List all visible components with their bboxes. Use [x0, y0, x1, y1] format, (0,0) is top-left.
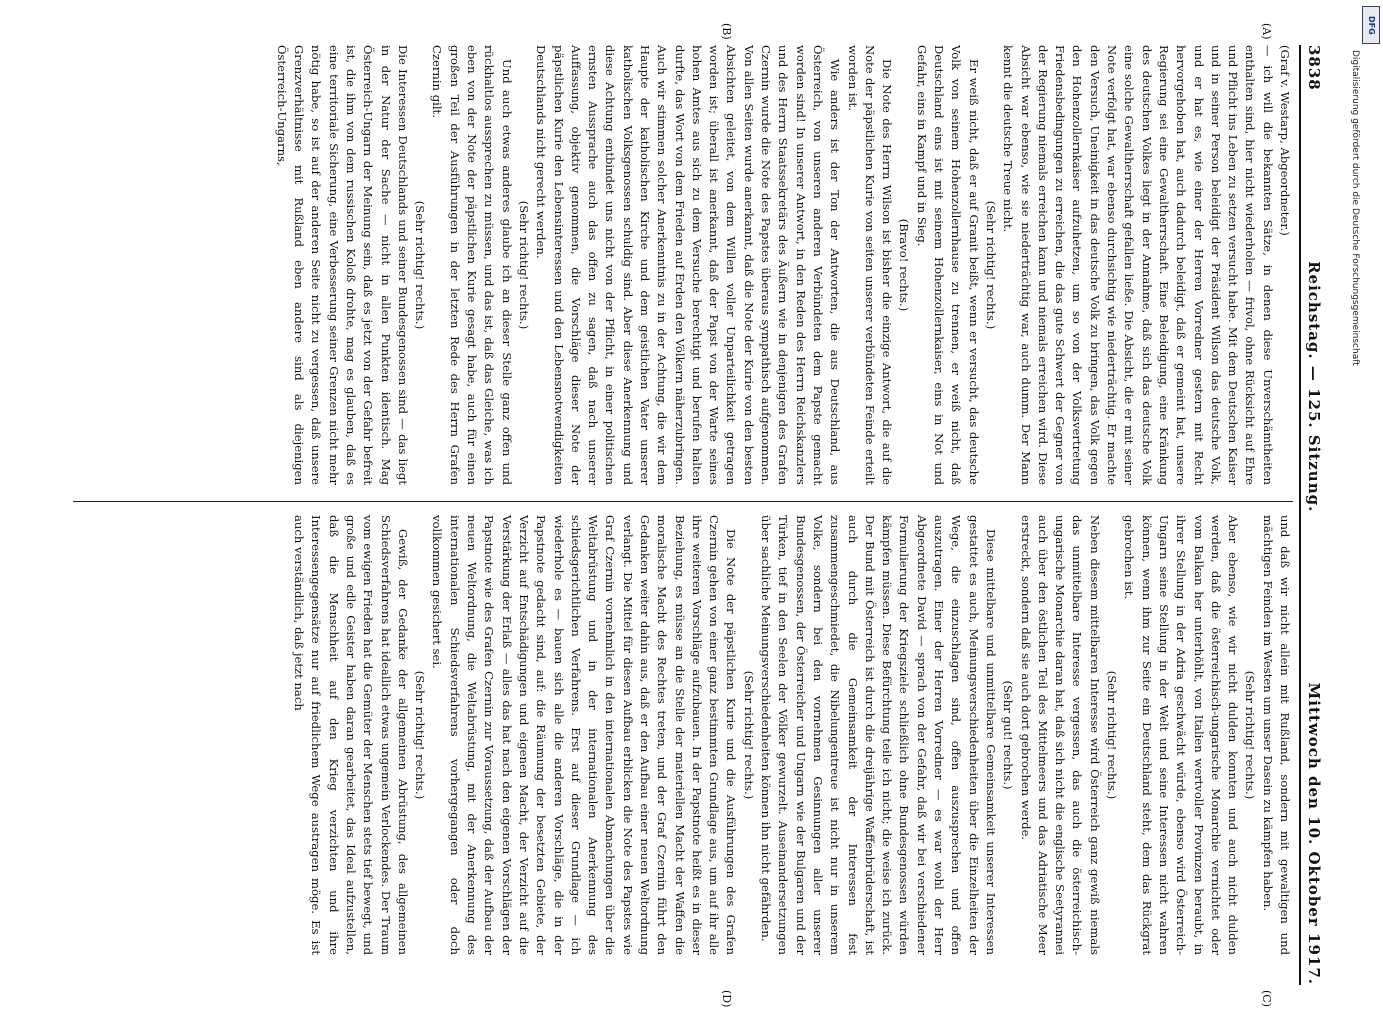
- rotated-page: [63, 23, 1333, 1008]
- dfg-logo: DFG: [1362, 6, 1380, 44]
- interjection: (Sehr richtig! rechts.): [983, 200, 998, 330]
- interjection: (Sehr richtig! rechts.): [1105, 670, 1120, 800]
- page-header: [1299, 45, 1333, 985]
- paragraph: Diese mittelbare und unmittelbare Gemeinsamkeit unserer Interessen gestattet es auch, Meinungsverschiedenheiten über die Einzelheiten der Wege, die einzuschlagen sind, offen auszusprechen und offen auszutragen. Einer der Herren Vorredner — es war wohl der Herr Abgeordnete David — sprach von der Gefahr, daß wir bei verschiedener Formulierung der Kriegsziele schließlich ohne Bundesgenossen würden kämpfen müssen. Diese Befürchtung teile ich nicht; die weise ich zurück. Der Bund mit Österreich ist durch die dreijährige Waffenbrüderschaft, ist auch durch die Gemeinsamkeit der Interessen fest zusammengeschmiedet, die Nibelungentreue ist nicht nur in unserem Volke, sondern bei den vornehmen Gesinnungen aller unserer Bundesgenossen, der Österreicher und Ungarn wie der Bulgaren und der Türken, tief in den Seelen der Völker gewurzelt. Auseinandersetzungen über sachliche Meinungsverschiedenheiten können ihn nicht gefährden.: [759, 515, 998, 955]
- session-date: Mittwoch den 10. Oktober 1917.: [1305, 682, 1323, 985]
- interjection: (Sehr richtig! rechts.): [413, 200, 428, 330]
- margin-marker-d: (D): [720, 990, 733, 1008]
- paragraph: Die Interessen Deutschlands und seiner Bundesgenossen sind — das liegt in der Natur der Sache — nicht in allen Punkten identisch. Mag Österreich-Ungarn der Meinung sein, daß es jetzt von der Gefahr befreit ist, die ihm von dem russischen Koloß drohte, mag es glauben, daß es eine territoriale Sicherung, eine Verbesserung seiner Grenzen nicht mehr nötig habe, so ist auf der anderen Seite nicht zu vergessen, daß unsere Grenzverhältnisse mit Rußland eben andere sind als diejenigen Österreich-Ungarns,: [274, 45, 410, 485]
- paragraph: Gewiß, der Gedanke der allgemeinen Abrüstung, des allgemeinen Schiedsverfahrens hat ideallich etwas ungemein Verlockendes. Der Traum vom ewigen Frieden hat die Gemüter der Menschen stets tief bewegt, und große und edle Geister haben daran gearbeitet, das Ideal aufzustellen, daß die Menschheit auf den Krieg verzichten und ihre Interessengegensätze nur auf friedlichem Wege austragen möge. Es ist auch verständlich, daß jetzt nach: [292, 515, 410, 955]
- right-column: [290, 515, 1293, 955]
- paragraph: (Graf v. Westarp, Abgeordneter.): [1278, 45, 1292, 236]
- paragraph: Neben diesem mittelbaren Interesse wird Österreich ganz gewiß niemals das unmittelbare Interesse vergessen, das auch die österreichisch-ungarische Monarchie daran hat, daß sich nicht die englische Seetyrannei auch über den östlichen Teil des Mittelmeers und das Adriatische Meer erstreckt, sondern daß sie auch dort gebrochen werde.: [1018, 515, 1102, 955]
- digitization-note: Digitalisierung gefördert durch die Deutsche Forschungsgemeinschaft: [1350, 50, 1360, 366]
- margin-marker-c: (C): [1260, 990, 1273, 1007]
- interjection: (Sehr richtig! rechts.): [741, 670, 756, 800]
- paragraph: Er weiß nicht, daß er auf Granit beißt, wenn er versucht, das deutsche Volk von seinem Hohenzollernhause zu trennen, er weiß nicht, daß Deutschland eins ist mit seinem Hohenzollernkaiser, eins in Not und Gefahr, eins in Kampf und in Sieg.: [914, 45, 981, 485]
- interjection: (Sehr gut! rechts.): [1001, 680, 1016, 790]
- column-divider: [73, 501, 1293, 502]
- paragraph: Die Note des Herrn Wilson ist bisher die einzige Antwort, die auf die Note der päpstlichen Kurie von seiten unserer verbündeten Feinde erteilt worden ist.: [845, 45, 895, 485]
- margin-marker-a: (A): [1260, 23, 1273, 40]
- page-number: 3838: [1305, 45, 1323, 91]
- paragraph: — ich will die bekannten Sätze, in denen diese Unverschämtheiten enthalten sind, hier nicht wiederholen — frivol, ohne Rücksicht auf Ehre und Pflicht ins Leben zu setzen versucht habe. Mit dem Deutschen Kaiser und in seiner Person beleidigt der Präsident Wilson das deutsche Volk, und er hat es, wie einer der Herren Vorredner gestern mit Recht hervorgehoben hat, auch dadurch beleidigt, daß er gemeint hat, unsere Regierung sei eine Gewaltherrschaft. Eine Beleidigung, eine Kränkung des deutschen Volkes liegt in der Annahme, daß sich das deutsche Volk eine solche Gewaltherrschaft gefallen ließe. Die Absicht, die er mit seiner Note verfolgt hat, war ebenso durchsichtig wie niederträchtig. Er machte den Versuch, Uneinigkeit in das deutsche Volk zu bringen, das Volk gegen den Hohenzollernkaiser aufzuhetzen, um so von der Volksvertretung Friedensbedingungen zu erreichen, die das gute Schwert der Gegner von der Regierung niemals erreichen kann und niemals erreichen wird. Diese Absicht war ebenso, wie sie niederträchtig war, auch dumm. Der Mann kennt die deutsche Treue nicht.: [1001, 45, 1275, 485]
- paragraph: Und auch etwas anderes glaube ich an dieser Stelle ganz offen und rückhaltlos aussprechen zu müssen, und das ist, daß das Gleiche, was ich eben von der Note der päpstlichen Kurie gesagt habe, auch für einen großen Teil der Ausführungen in der letzten Rede des Herrn Grafen Czernin gilt.: [430, 45, 514, 485]
- margin-marker-b: (B): [720, 23, 733, 40]
- session-title: Reichstag. — 125. Sitzung.: [1305, 261, 1323, 513]
- interjection: (Sehr richtig! rechts.): [1243, 670, 1258, 800]
- interjection: (Sehr richtig! rechts.): [516, 200, 531, 330]
- paragraph: Aber ebenso, wie wir nicht dulden konnten und auch nicht dulden werden, daß die österreichisch-ungarische Monarchie vernichtet oder vom Balkan her unterhöhlt, von Italien wertvoller Provinzen beraubt, in ihrer Stellung in der Adria geschwächt würde, ebenso wird Österreich-Ungarn seine Stellung in der Welt und seine Interessen nicht wahren können, wenn ihm zur Seite ein Deutschland steht, dem das Rückgrat gebrochen ist.: [1122, 515, 1241, 955]
- paragraph: Die Note der päpstlichen Kurie und die Ausführungen des Grafen Czernin gehen von einer ganz bestimmten Grundlage aus, um auf ihr alle ihre weiteren Vorschläge aufzubauen. In der Papstnote heißt es in dieser Beziehung, es müsse an die Stelle der materiellen Macht der Waffen die moralische Macht des Rechtes treten, und der Graf Czernin führt den Gedanken weiter dahin aus, daß er den Aufbau einer neuen Weltordnung verlangt. Die Mittel für diesen Aufbau erblicken die Note des Papstes wie Graf Czernin vornehmlich in den internationalen Abmachungen über die Weltabrüstung und in der internationalen Anerkennung des schiedsgerichtlichen Verfahrens. Erst auf dieser Grundlage — ich wiederhole es — bauen sich alle die anderen Vorschläge, die in der Papstnote gedacht sind, auf: die Räumung der besetzten Gebiete, der Verzicht auf Entschädigungen und eigenen Macht, der Verzicht auf die Verstärkung der Erlaß — alles das hat nach den eigenen Vorschlägen der Papstnote wie des Grafen Czernin zur Voraussetzung, daß der Aufbau der neuen Weltordnung, die Weltabrüstung, mit der Anerkennung des internationalen Schiedsverfahrens vorhergegangen oder doch vollkommen gesichert sei.: [430, 515, 739, 955]
- interjection: (Sehr richtig! rechts.): [413, 670, 428, 800]
- paragraph: und daß wir nicht allein mit Rußland, sondern mit gewaltigen und mächtigen Feinden im Westen um unser Dasein zu kämpfen haben.: [1260, 515, 1292, 955]
- interjection: (Bravo! rechts.): [897, 218, 912, 312]
- left-column: [272, 45, 1293, 485]
- paragraph: Wie anders ist der Ton der Antworten, die aus Deutschland, aus Österreich, von unseren anderen Verbündeten dem Papste gemacht worden sind! In unserer Antwort, in den Reden des Herrn Reichskanzlers und des Herrn Staatssekretärs des Äußern wie in denjenigen des Grafen Czernin wurde die Note des Papstes überaus sympathisch aufgenommen. Von allen Seiten wurde anerkannt, daß die Note der Kurie von den besten Absichten geleitet, von dem Willen voller Unparteilichkeit getragen worden ist; überall ist anerkannt, daß der Papst von der Warte seines hohen Amtes aus sich zu dem Versuche berechtigt und berufen halten durfte, das Wort von dem Frieden auf Erden den Völkern näherzubringen. Auch wir stimmen solcher Anerkenntnis zu in der Achtung, die wir dem Haupte der katholischen Kirche und dem geistlichen Vater unserer katholischen Volksgenossen schuldig sind. Aber diese Anerkennung und diese Achtung entbindet uns nicht von der Pflicht, in einer politischen ernsten Aussprache auch das offen zu sagen, daß nach unserer Auffassung, objektiv genommen, die Vorschläge dieser Note der päpstlichen Kurie den Lebensinteressen und den Lebensnotwendigkeiten Deutschlands nicht gerecht werden.: [534, 45, 843, 485]
